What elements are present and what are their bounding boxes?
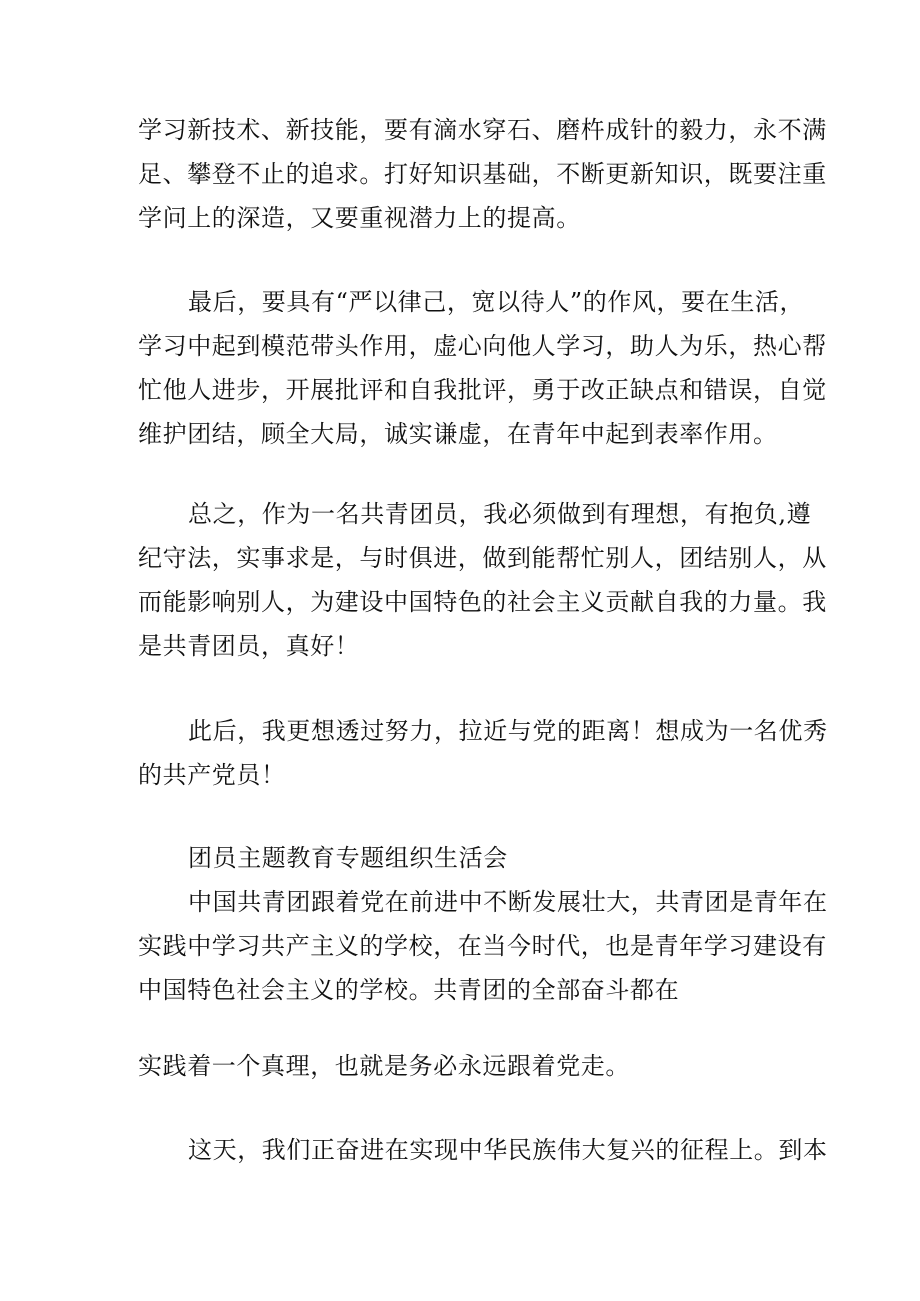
paragraph-today bbox=[138, 1128, 828, 1172]
text-line: 忙他人进步，开展批评和自我批评，勇于改正缺点和错误，自觉 bbox=[138, 376, 827, 404]
text-line: 纪守法，实事求是，与时俱进，做到能帮忙别人，团结别人，从 bbox=[138, 544, 827, 572]
text-line: 最后，要具有“严以律己，宽以待人”的作风，要在生活， bbox=[188, 288, 805, 316]
text-line: 是共青团员，真好！ bbox=[138, 632, 360, 660]
text-line: 学问上的深造，又要重视潜力上的提高。 bbox=[138, 204, 581, 232]
text-line: 实践着一个真理，也就是务必永远跟着党走。 bbox=[138, 1052, 630, 1080]
text-line: 而能影响别人，为建设中国特色的社会主义贡献自我的力量。我 bbox=[138, 588, 827, 616]
text-line: 中国共青团跟着党在前进中不断发展壮大，共青团是青年在 bbox=[188, 888, 828, 916]
text-line: 的共产党员！ bbox=[138, 761, 286, 789]
text-line: 学习中起到模范带头作用，虚心向他人学习，助人为乐，热心帮 bbox=[138, 332, 827, 360]
text-line: 学习新技术、新技能，要有滴水穿石、磨杵成针的毅力，永不满 bbox=[138, 116, 827, 144]
paragraph-truth bbox=[138, 1044, 798, 1088]
paragraph-finally bbox=[138, 280, 827, 456]
paragraph-learning bbox=[138, 108, 827, 240]
section-heading: 团员主题教育专题组织生活会 bbox=[188, 844, 508, 872]
text-line: 总之，作为一名共青团员，我必须做到有理想，有抱负,遵 bbox=[188, 500, 812, 528]
paragraph-in-summary bbox=[138, 492, 827, 668]
text-line: 足、攀登不止的追求。打好知识基础，不断更新知识，既要注重 bbox=[138, 160, 827, 188]
text-line: 中国特色社会主义的学校。共青团的全部奋斗都在 bbox=[138, 976, 680, 1004]
paragraph-meeting bbox=[138, 836, 828, 1012]
text-line: 此后，我更想透过努力，拉近与党的距离！想成为一名优秀 bbox=[188, 717, 828, 745]
paragraph-hereafter bbox=[138, 709, 828, 797]
text-line: 实践中学习共产主义的学校，在当今时代，也是青年学习建设有 bbox=[138, 932, 827, 960]
text-line: 维护团结，顾全大局，诚实谦虚，在青年中起到表率作用。 bbox=[138, 420, 778, 448]
text-line: 这天，我们正奋进在实现中华民族伟大复兴的征程上。到本 bbox=[188, 1136, 828, 1164]
